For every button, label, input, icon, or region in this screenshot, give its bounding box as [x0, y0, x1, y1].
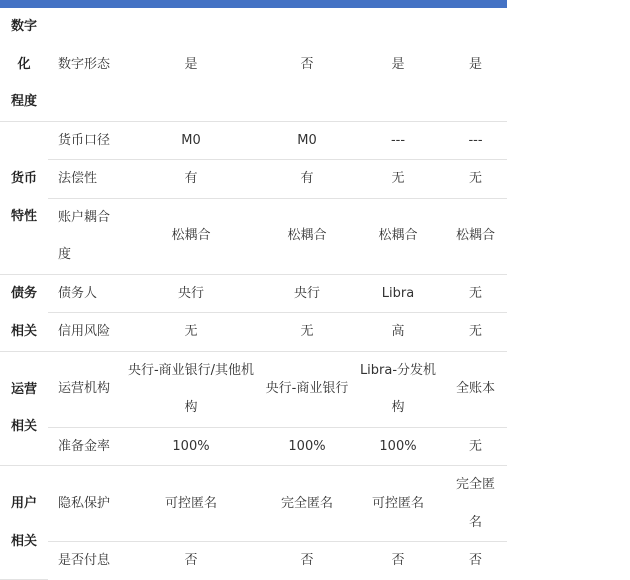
value-cell: 无 [262, 313, 352, 352]
value-cell: M0 [262, 121, 352, 160]
category-currency [0, 121, 48, 274]
table-row [0, 198, 507, 274]
table-row [0, 313, 507, 352]
value-cell: 全账本 [444, 351, 507, 427]
value-cell: 无 [444, 160, 507, 199]
category-operation [0, 351, 48, 466]
value-cell: 100% [352, 427, 444, 466]
value-cell: 是 [444, 8, 507, 121]
value-cell: 可控匿名 [120, 466, 262, 542]
table-row [0, 160, 507, 199]
value-cell: 否 [300, 553, 314, 568]
value-cell: 无 [352, 160, 444, 199]
feature-cell: 法偿性 [48, 160, 120, 199]
feature-cell: 运营机构 [48, 351, 120, 427]
category-label: 债务 [10, 286, 37, 301]
value-cell: 央行 [262, 274, 352, 313]
table-row [0, 542, 507, 580]
value-cell: 完全匿名 [262, 466, 352, 542]
value-cell: 央行-商业银行 [262, 351, 352, 427]
value-cell: Libra-分发机构 [352, 351, 444, 427]
feature-cell: 准备金率 [48, 427, 120, 466]
category-debt [0, 274, 48, 351]
value-cell: 可控匿名 [352, 466, 444, 542]
feature-cell: 数字形态 [48, 8, 120, 121]
table-row [0, 121, 507, 160]
value-cell: 央行-商业银行/其他机构 [120, 351, 262, 427]
value-cell: 否 [184, 553, 198, 568]
value-cell: --- [444, 121, 507, 160]
value-cell: 无 [120, 313, 262, 352]
feature-cell: 隐私保护 [48, 466, 120, 542]
value-cell: 完全匿名 [444, 466, 507, 542]
feature-cell: 信用风险 [48, 313, 120, 352]
top-accent-bar [0, 0, 507, 8]
value-cell: 否 [262, 8, 352, 121]
category-label: 化 [17, 56, 31, 72]
table-row [0, 351, 507, 427]
comparison-table [0, 8, 507, 580]
value-cell: 高 [352, 313, 444, 352]
category-label: 数字 [10, 19, 37, 34]
value-cell: 松耦合 [262, 198, 352, 274]
category-label: 特性 [10, 208, 37, 224]
table-row [0, 8, 507, 121]
value-cell: 无 [444, 313, 507, 352]
value-cell: 100% [120, 427, 262, 466]
feature-cell: 是否付息 [58, 553, 111, 568]
category-label: 用户 [10, 496, 37, 511]
category-label: 相关 [10, 533, 37, 549]
category-label: 运营 [10, 381, 37, 397]
table-row [0, 466, 507, 542]
category-label: 货币 [10, 171, 37, 186]
value-cell: 否 [391, 553, 405, 568]
feature-cell: 货币口径 [48, 121, 120, 160]
feature-cell: 债务人 [48, 274, 120, 313]
value-cell: Libra [352, 274, 444, 313]
feature-cell: 账户耦合度 [48, 198, 120, 274]
category-label: 相关 [10, 323, 37, 339]
value-cell: 松耦合 [444, 198, 507, 274]
value-cell: 有 [120, 160, 262, 199]
value-cell: 有 [262, 160, 352, 199]
value-cell: 否 [468, 553, 482, 568]
value-cell: 是 [352, 8, 444, 121]
category-label: 程度 [10, 94, 37, 109]
category-user [0, 466, 48, 580]
value-cell: 无 [444, 427, 507, 466]
table-row [0, 274, 507, 313]
value-cell: 100% [262, 427, 352, 466]
value-cell: --- [352, 121, 444, 160]
category-label: 相关 [10, 419, 37, 435]
value-cell: M0 [120, 121, 262, 160]
category-digital [0, 8, 48, 121]
value-cell: 无 [444, 274, 507, 313]
value-cell: 松耦合 [352, 198, 444, 274]
table-row [0, 427, 507, 466]
value-cell: 是 [120, 8, 262, 121]
value-cell: 松耦合 [120, 198, 262, 274]
value-cell: 央行 [120, 274, 262, 313]
